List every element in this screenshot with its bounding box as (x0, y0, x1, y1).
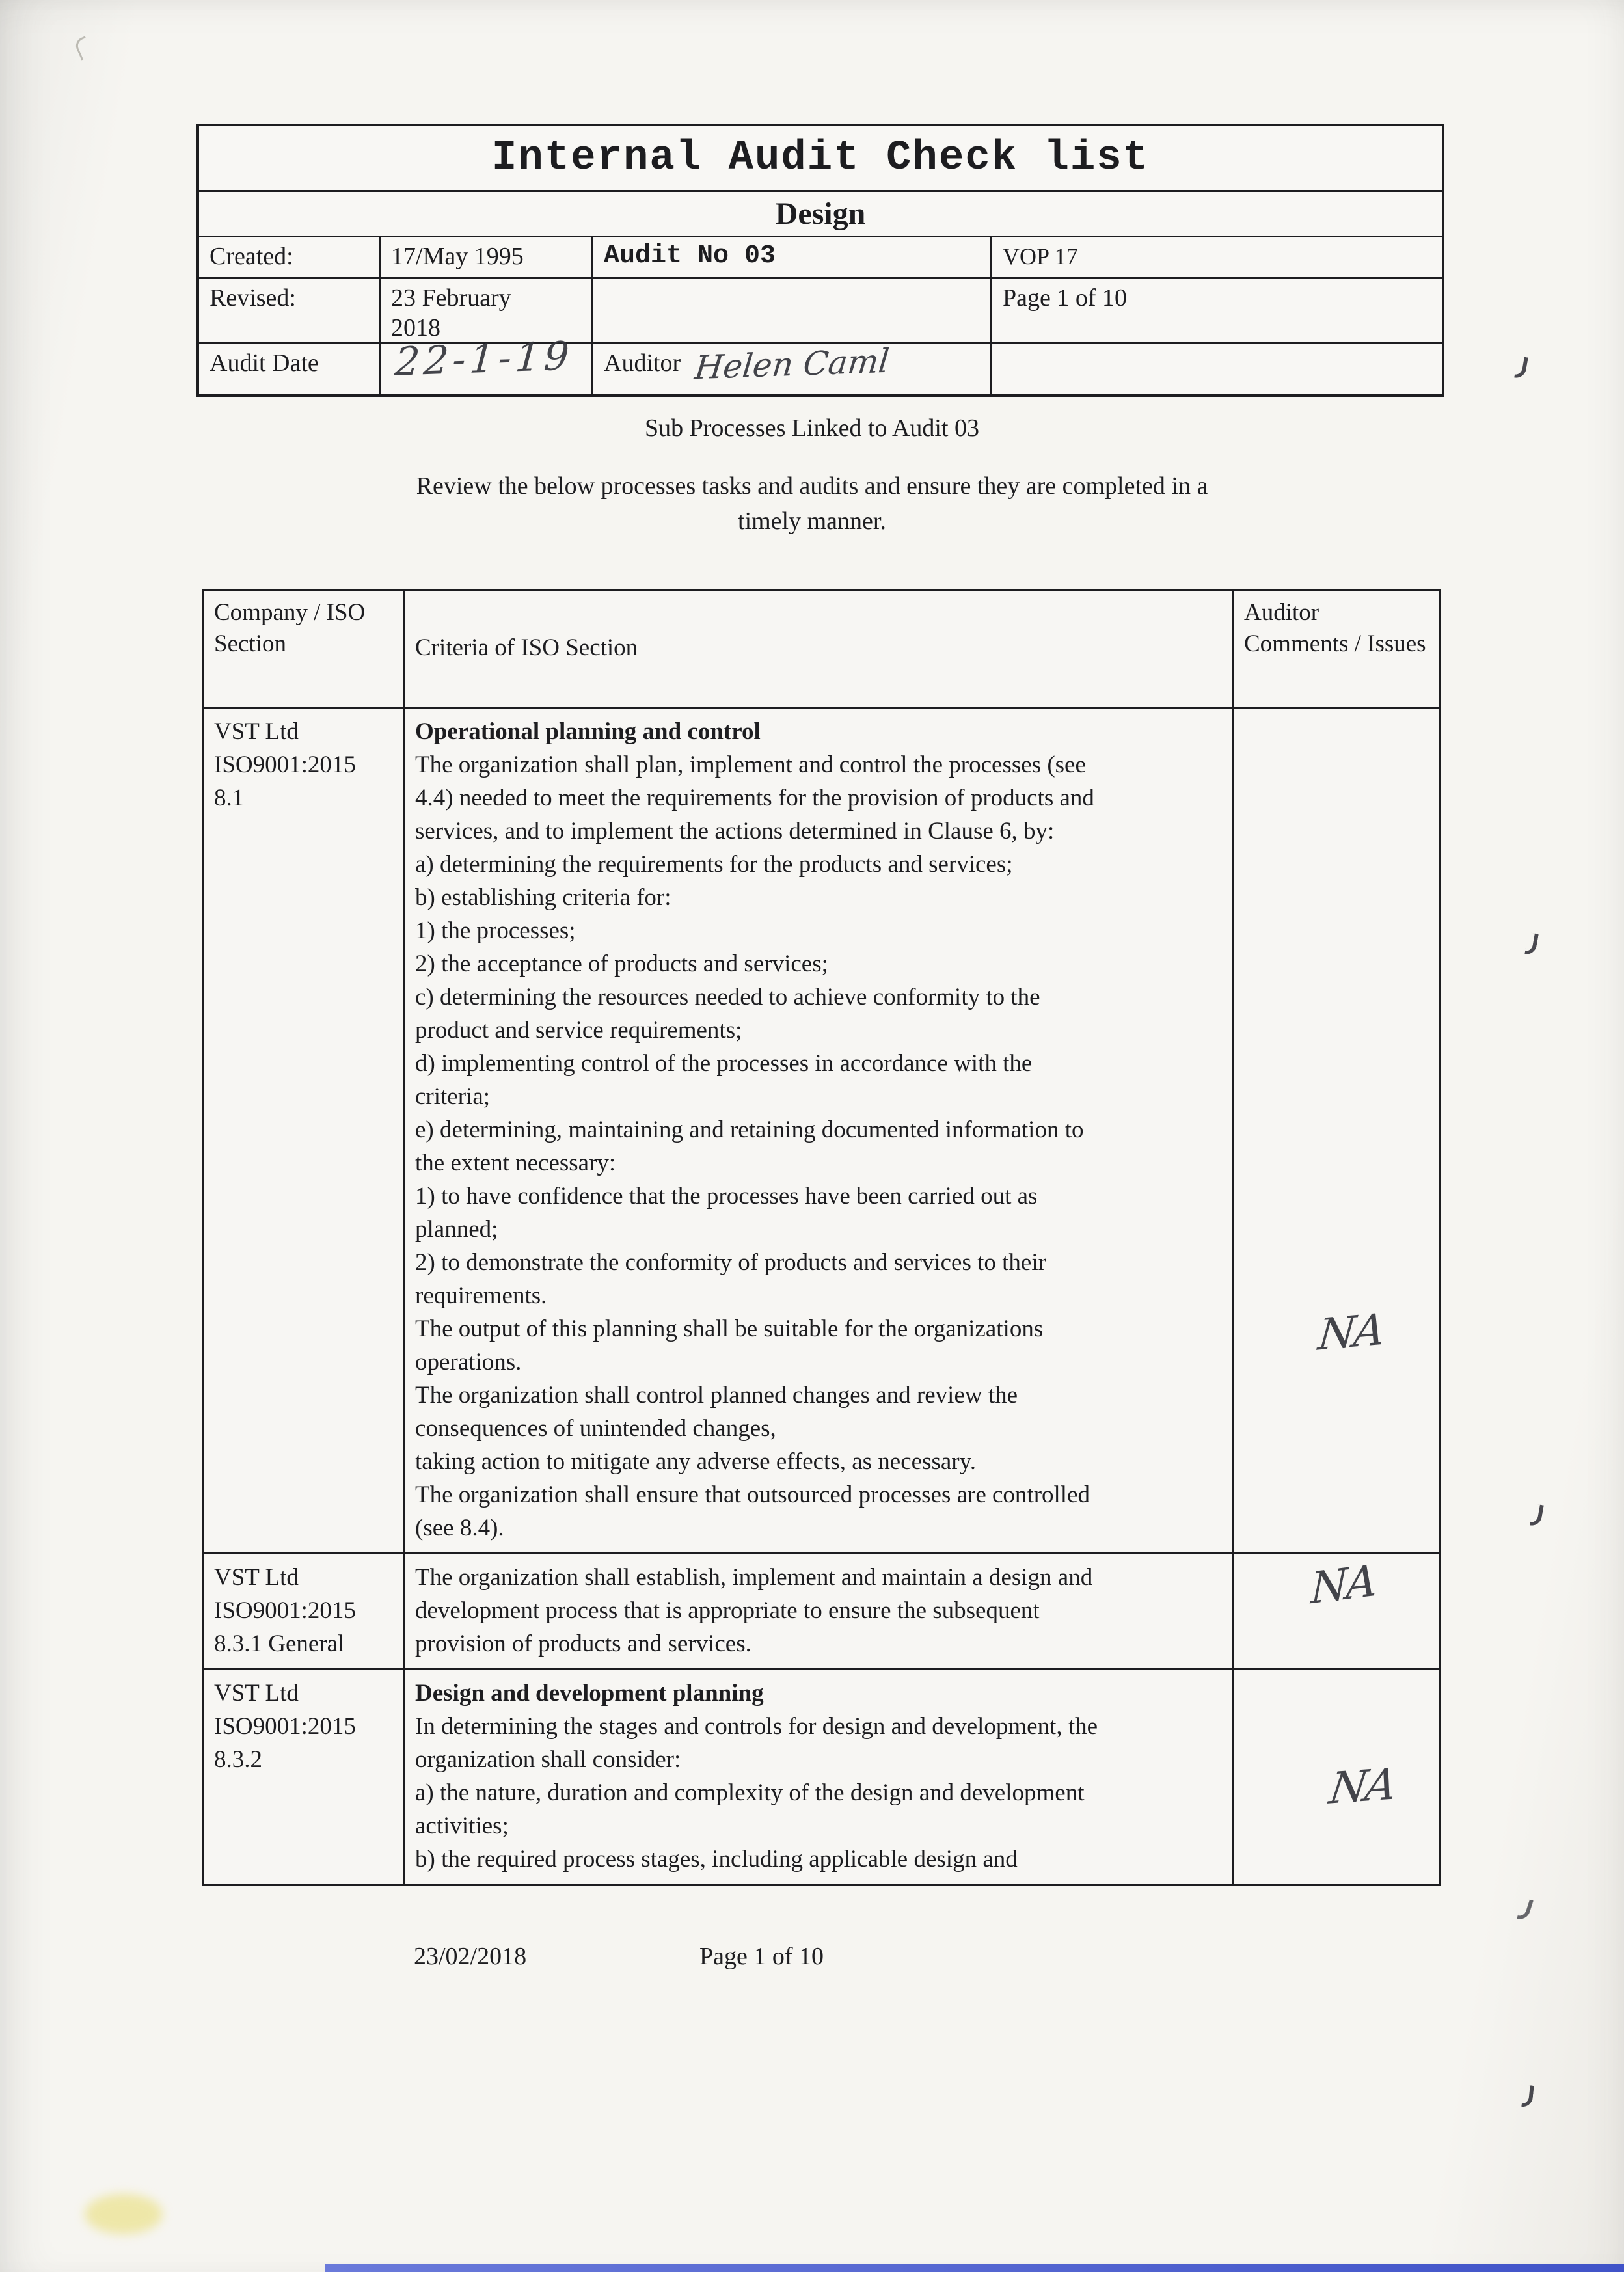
footer-page-number: Page 1 of 10 (699, 1943, 824, 1970)
table-row (204, 1668, 1439, 1884)
comments-cell (1232, 709, 1439, 1552)
handwritten-na-comment: NA (1326, 1759, 1398, 1814)
section-cell (204, 1670, 403, 1884)
criteria-line: 4.4) needed to meet the requirements for the provision of products and (415, 785, 1094, 811)
criteria-line: planned; (415, 1216, 498, 1243)
criteria-line: requirements. (415, 1282, 547, 1309)
audit-no: Audit No 03 (591, 236, 990, 277)
criteria-line: 1) the processes; (415, 917, 576, 944)
criteria-line: 2) the acceptance of products and services; (415, 951, 828, 977)
scan-artifact-ink-mark (1521, 2085, 1534, 2107)
created-value: 17/May 1995 (379, 236, 591, 277)
criteria-line: b) the required process stages, including applicable design and (415, 1846, 1018, 1873)
criteria-line: activities; (415, 1813, 509, 1839)
auditor-handwriting: Helen Caml (693, 342, 891, 387)
section-cell (204, 709, 403, 1552)
criteria-line: The organization shall control planned changes and review the (415, 1382, 1018, 1409)
intro-body-line1: Review the below processes tasks and audits and ensure they are completed in a (416, 472, 1208, 500)
section-line: ISO9001:2015 (214, 1713, 356, 1740)
criteria-line: the extent necessary: (415, 1150, 616, 1176)
criteria-line: d) implementing control of the processes in accordance with the (415, 1050, 1033, 1077)
section-line: VST Ltd (214, 1680, 299, 1707)
vop-ref: VOP 17 (990, 236, 1442, 277)
intro-section (0, 414, 1624, 539)
comments-cell (1232, 1670, 1439, 1884)
scan-artifact-ink-mark (1517, 1897, 1534, 1921)
audit-date-label: Audit Date (199, 342, 379, 394)
table-row (204, 1552, 1439, 1668)
criteria-line: 1) to have confidence that the processes have been carried out as (415, 1183, 1038, 1210)
criteria-line: The output of this planning shall be suitable for the organizations (415, 1316, 1044, 1342)
scan-artifact-ink-mark (1524, 932, 1539, 956)
comments-cell (1232, 1554, 1439, 1668)
criteria-line: b) establishing criteria for: (415, 884, 671, 911)
header-section-column: Company / ISO Section (214, 599, 366, 657)
criteria-line: The organization shall ensure that outsourced processes are controlled (415, 1481, 1090, 1508)
criteria-line: The organization shall plan, implement and control the processes (see (415, 751, 1086, 778)
empty-cell (990, 342, 1442, 394)
section-line: 8.3.2 (214, 1746, 262, 1773)
criteria-line: consequences of unintended changes, (415, 1415, 776, 1442)
created-label: Created: (199, 236, 379, 277)
criteria-cell (403, 709, 1232, 1552)
section-line: ISO9001:2015 (214, 751, 356, 778)
revised-value (379, 277, 591, 342)
scan-artifact-ink-mark (1514, 356, 1528, 379)
section-line: 8.3.1 General (214, 1630, 345, 1657)
scan-artifact-blue-strip (325, 2264, 1624, 2272)
criteria-line: criteria; (415, 1083, 491, 1110)
criteria-line: operations. (415, 1349, 522, 1375)
criteria-line: In determining the stages and controls for design and development, the (415, 1713, 1098, 1740)
criteria-line: (see 8.4). (415, 1515, 504, 1541)
section-cell (204, 1554, 403, 1668)
criteria-cell (403, 1554, 1232, 1668)
header-criteria-column: Criteria of ISO Section (403, 591, 1232, 707)
criteria-line: a) the nature, duration and complexity of the design and development (415, 1779, 1085, 1806)
handwritten-na-comment: NA (1316, 1304, 1385, 1360)
intro-body-line2: timely manner. (738, 507, 886, 535)
document-title: Internal Audit Check list (491, 135, 1150, 182)
intro-heading: Sub Processes Linked to Audit 03 (644, 414, 980, 442)
table-row (204, 707, 1439, 1552)
revised-value-line2: 2018 (391, 314, 440, 342)
auditor-label: Auditor (604, 349, 681, 377)
criteria-line: organization shall consider: (415, 1746, 681, 1773)
criteria-line: development process that is appropriate to ensure the subsequent (415, 1597, 1040, 1624)
section-line: 8.1 (214, 785, 245, 811)
criteria-table-header-row (204, 591, 1439, 707)
header-comments-column: Auditor Comments / Issues (1232, 591, 1439, 707)
auditor-cell (591, 342, 990, 394)
criteria-line: a) determining the requirements for the products and services; (415, 851, 1013, 878)
empty-cell (591, 277, 990, 342)
footer-date: 23/02/2018 (414, 1943, 527, 1970)
criteria-line: 2) to demonstrate the conformity of products and services to their (415, 1249, 1046, 1276)
header-table (196, 124, 1444, 397)
document-subtitle: Design (199, 190, 1442, 236)
criteria-line: taking action to mitigate any adverse effects, as necessary. (415, 1448, 976, 1475)
criteria-line: The organization shall establish, implement and maintain a design and (415, 1564, 1093, 1591)
criteria-line: Design and development planning (415, 1680, 764, 1707)
page-ref: Page 1 of 10 (990, 277, 1442, 342)
section-line: VST Ltd (214, 1564, 299, 1591)
header-table-grid (199, 236, 1442, 394)
revised-value-line1: 23 February (391, 284, 511, 312)
criteria-line: product and service requirements; (415, 1017, 742, 1044)
criteria-line: Operational planning and control (415, 718, 761, 745)
audit-date-handwriting: 22-1-19 (393, 333, 575, 385)
criteria-line: services, and to implement the actions determined in Clause 6, by: (415, 818, 1055, 845)
criteria-line: provision of products and services. (415, 1630, 751, 1657)
criteria-line: c) determining the resources needed to achieve conformity to the (415, 984, 1040, 1010)
criteria-table (202, 589, 1441, 1886)
section-line: ISO9001:2015 (214, 1597, 356, 1624)
criteria-cell (403, 1670, 1232, 1884)
handwritten-na-comment: NA (1310, 1555, 1375, 1614)
criteria-line: e) determining, maintaining and retaining documented information to (415, 1116, 1084, 1143)
revised-label: Revised: (199, 277, 379, 342)
intro-body (0, 468, 1624, 539)
section-line: VST Ltd (214, 718, 299, 745)
audit-date-value-cell (379, 333, 591, 394)
scan-artifact-yellow-blob (85, 2194, 163, 2234)
scan-artifact-ink-mark (1530, 1504, 1544, 1527)
scan-artifact-pencil-mark (73, 36, 93, 60)
